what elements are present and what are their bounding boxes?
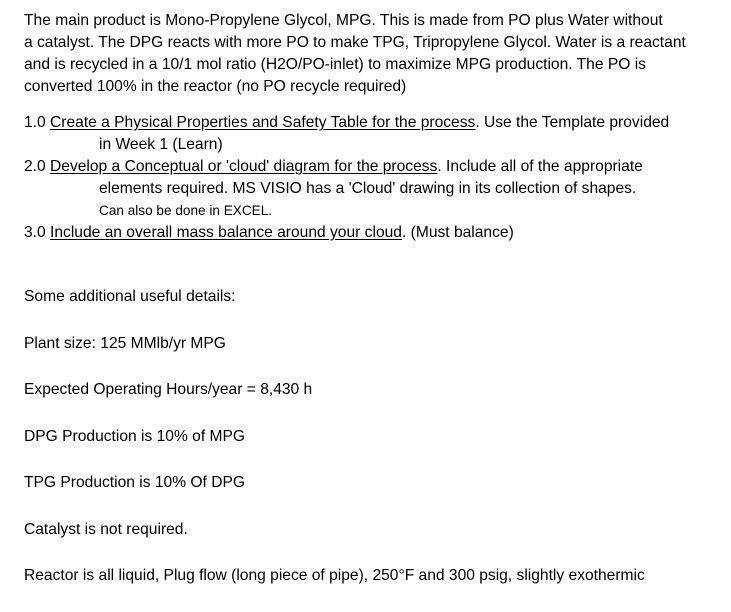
- task-number: 2.0: [24, 158, 51, 175]
- task-item-2: [24, 156, 721, 222]
- details-heading: Some additional useful details:: [24, 288, 236, 305]
- detail-dpg-production: DPG Production is 10% of MPG: [24, 427, 246, 445]
- task-number: 3.0: [24, 224, 51, 241]
- detail-catalyst: Catalyst is not required.: [24, 520, 188, 538]
- task-text: . Include all of the appropriate: [437, 158, 643, 175]
- intro-line: and is recycled in a 10/1 mol ratio (H2O/PO-inlet) to maximize MPG production. The PO is: [24, 56, 646, 73]
- intro-line: The main product is Mono-Propylene Glycol, MPG. This is made from PO plus Water without: [24, 12, 663, 29]
- task-text-continued: elements required. MS VISIO has a 'Cloud' drawing in its collection of shapes.: [99, 180, 637, 197]
- task-text: . Use the Template provided: [475, 114, 670, 131]
- intro-line: a catalyst. The DPG reacts with more PO to make TPG, Tripropylene Glycol. Water is a reactant: [24, 34, 686, 51]
- task-text: . (Must balance): [401, 224, 514, 241]
- task-title: Include an overall mass balance around your cloud: [50, 224, 402, 241]
- task-list: [24, 112, 721, 244]
- task-number: 1.0: [24, 114, 51, 131]
- detail-tpg-production: TPG Production is 10% Of DPG: [24, 474, 245, 491]
- task-note: Can also be done in EXCEL.: [99, 203, 273, 218]
- task-item-1: [24, 112, 721, 156]
- intro-paragraph: [24, 10, 721, 98]
- detail-operating-hours: Expected Operating Hours/year = 8,430 h: [24, 381, 313, 398]
- detail-reactor: Reactor is all liquid, Plug flow (long piece of pipe), 250°F and 300 psig, slightly exothermic: [24, 567, 645, 584]
- task-title: Develop a Conceptual or 'cloud' diagram for the process: [50, 158, 438, 175]
- task-item-3: [24, 222, 721, 244]
- details-section: [24, 286, 721, 612]
- task-text-continued: in Week 1 (Learn): [99, 136, 223, 153]
- task-title: Create a Physical Properties and Safety Table for the process: [50, 114, 476, 131]
- detail-plant-size: Plant size: 125 MMlb/yr MPG: [24, 334, 226, 352]
- intro-line: converted 100% in the reactor (no PO recycle required): [24, 78, 407, 95]
